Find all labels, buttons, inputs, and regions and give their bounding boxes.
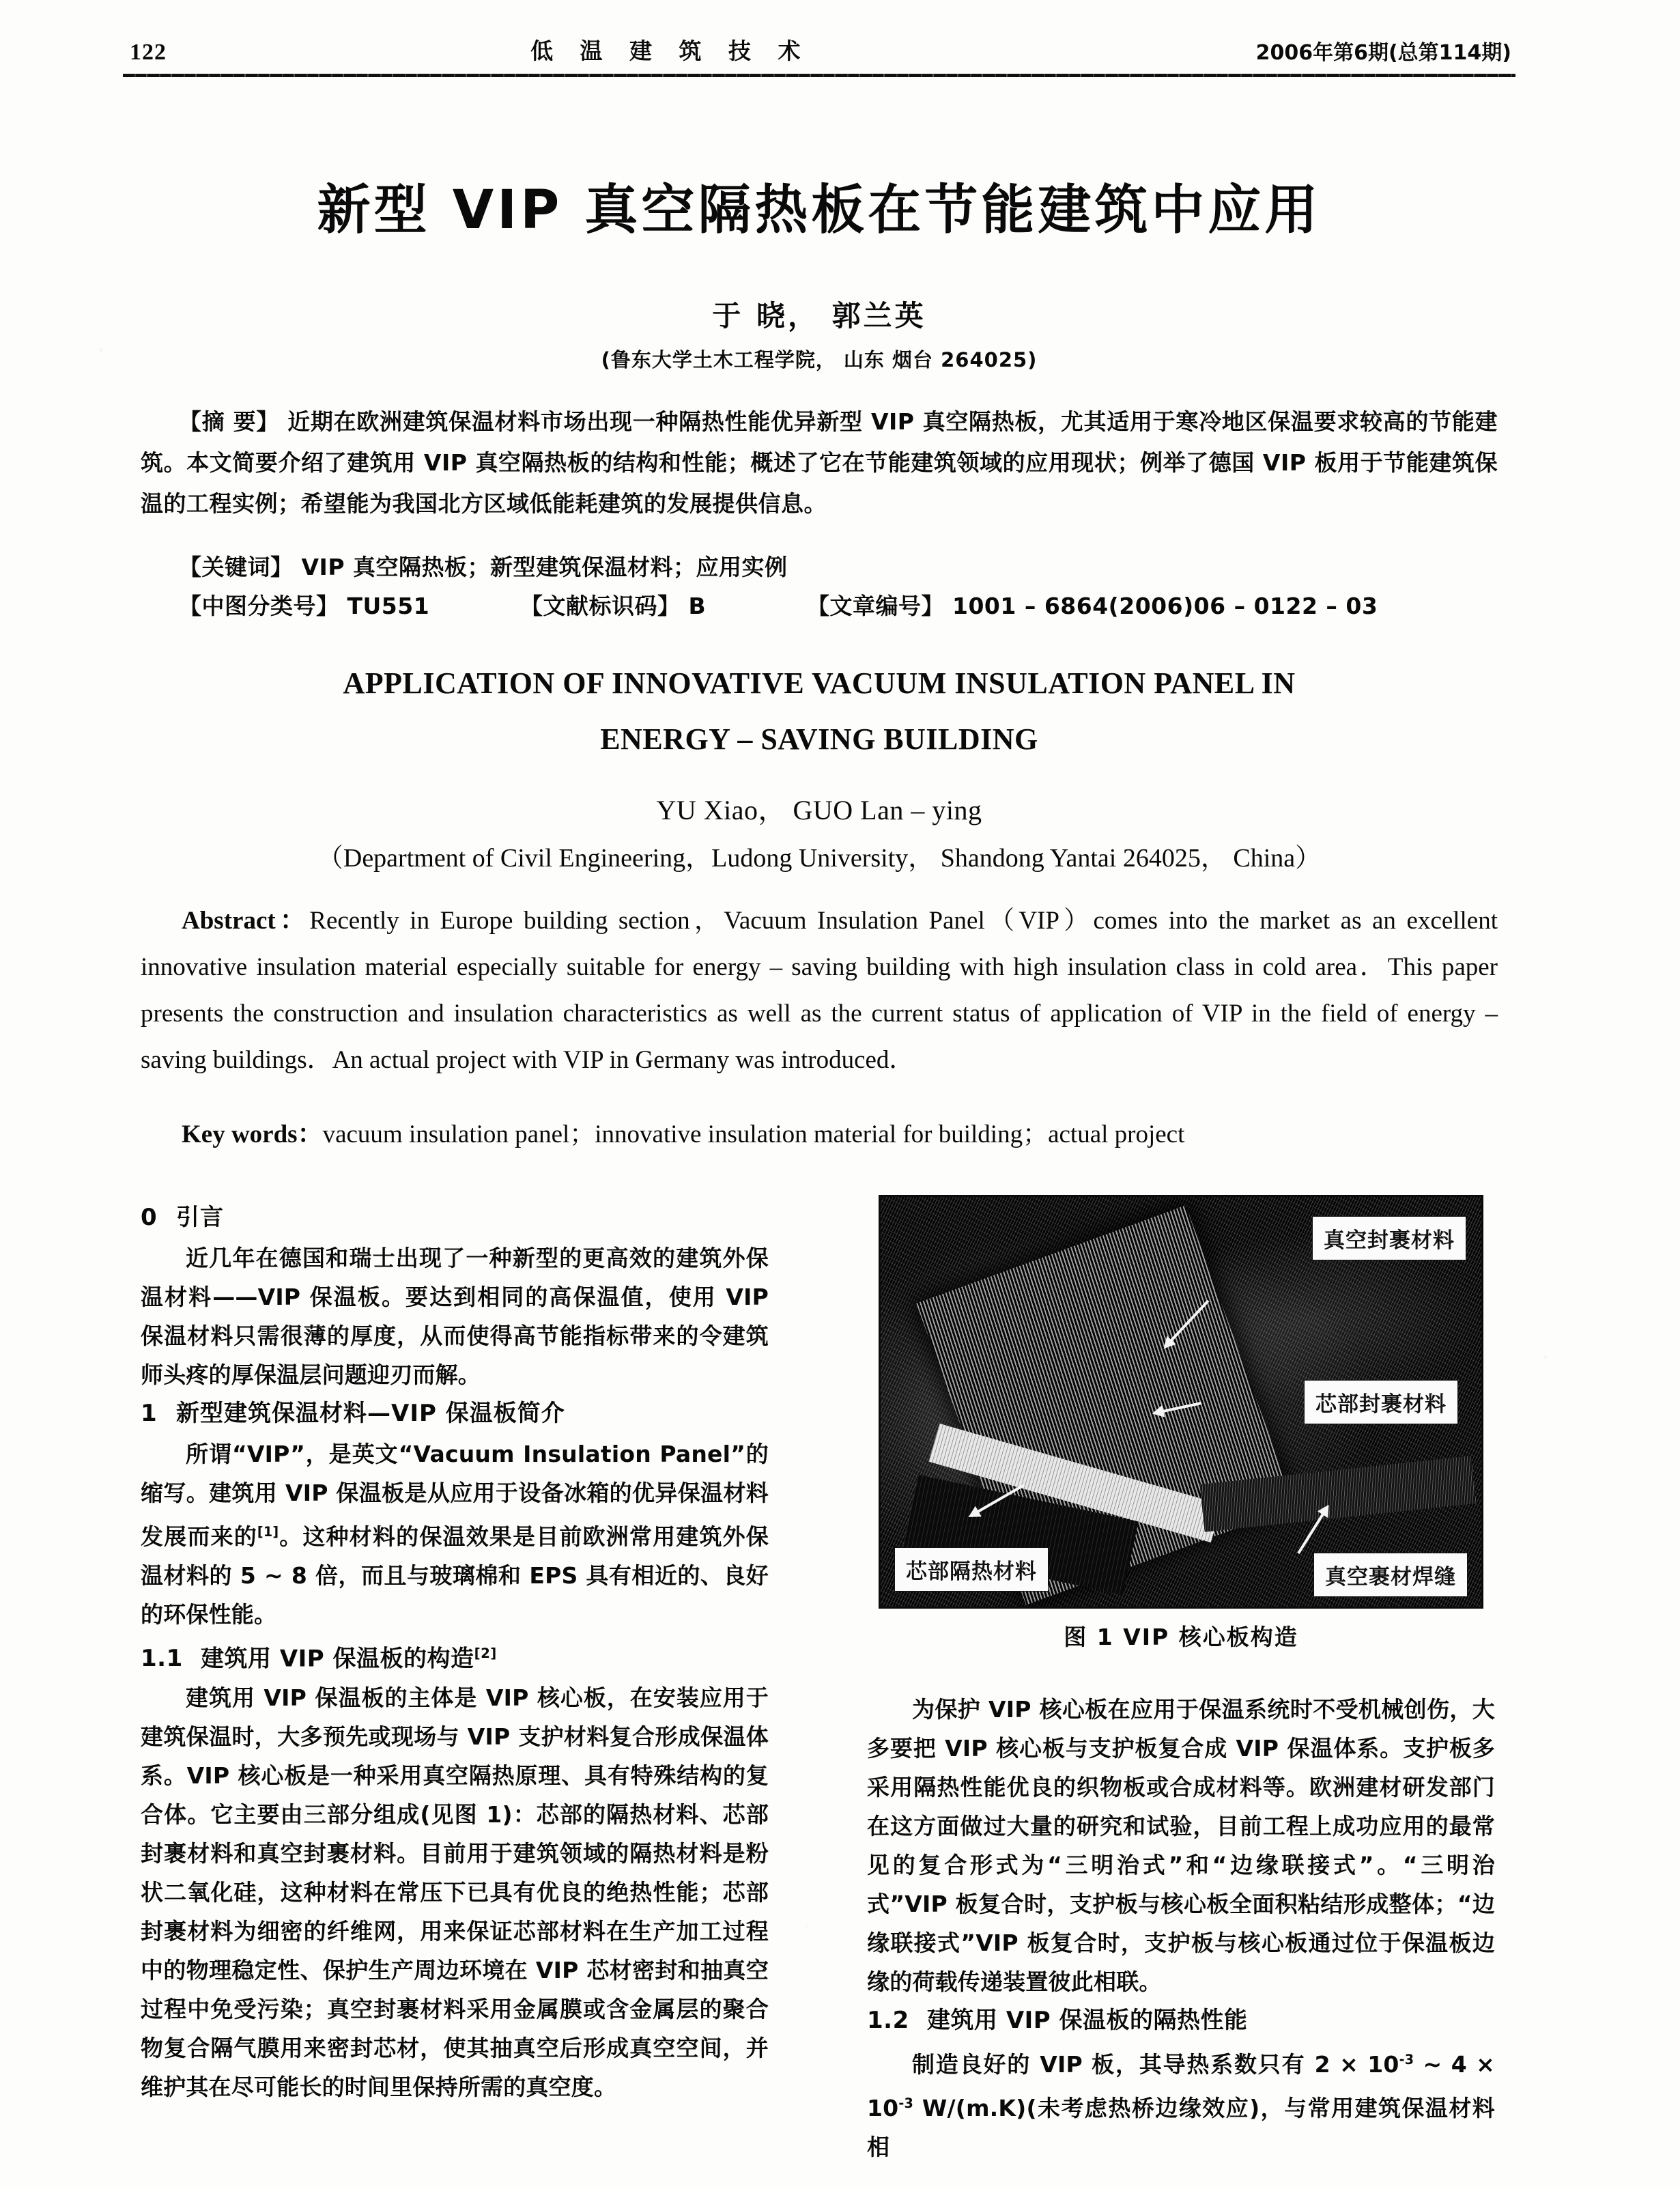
affiliation-cn: (鲁东大学土木工程学院， 山东 烟台 264025): [601, 348, 1038, 371]
journal-title: 低 温 建 筑 技 术: [530, 38, 810, 64]
paragraph-section-1: [141, 1435, 769, 1634]
reference-marker-2: [2]: [474, 1646, 497, 1661]
heading-section-1-1: [141, 1634, 769, 1678]
abstract-text-en: Recently in Europe building section，Vacuum Insulation Panel（VIP）comes into the market as an excellent innovative insulation material especially suitable for energy – saving building with high insulation class in cold area．This paper presents the construction and insulation characteristics as well as the current status of application of VIP in the field of energy – saving buildings．An actual project with VIP in Germany was introduced．: [141, 907, 1498, 1074]
clc-field: [141, 589, 520, 621]
affiliation-en: （Department of Civil Engineering，Ludong University， Shandong Yantai 264025， China）: [317, 844, 1322, 873]
issue-info: 2006年第6期(总第114期): [1255, 41, 1511, 65]
heading-section-1-1-number: 1.1: [141, 1645, 183, 1673]
body-column-left: [141, 1198, 769, 2106]
heading-section-1: [141, 1394, 769, 1433]
doccode-field: [520, 589, 807, 621]
heading-section-1-number: 1: [141, 1400, 158, 1427]
heading-section-0-number: 0: [141, 1204, 158, 1231]
page-number: 122: [130, 40, 167, 65]
paragraph-right-2-a: 制造良好的 VIP 板，其导热系数只有 2 × 10: [912, 2051, 1399, 2078]
paragraph-section-1-1: 建筑用 VIP 保温板的主体是 VIP 核心板，在安装应用于建筑保温时，大多预先或现场与 VIP 支护材料复合形成保温体系。VIP 核心板是一种采用真空隔热原理、具有特殊结构的复合体。它主要由三部分组成(见图 1)：芯部的隔热材料、芯部封裹材料和真空封裹材料。目前用于建筑领域的隔热材料是粉状二氧化硅，这种材料在常压下已具有优良的绝热性能；芯部封裹材料为细密的纤维网，用来保证芯部材料在生产加工过程中的物理稳定性、保护生产周边环境在 VIP 芯材密封和抽真空过程中免受污染；真空封裹材料采用金属膜或含金属层的聚合物复合隔气膜用来密封芯材，使其抽真空后形成真空空间，并维护其在尽可能长的时间里保持所需的真空度。: [141, 1684, 769, 2101]
paragraph-right-2: [867, 2040, 1495, 2166]
abstract-text-cn: 近期在欧洲建筑保温材料市场出现一种隔热性能优异新型 VIP 真空隔热板，尤其适用于寒冷地区保温要求较高的节能建筑。本文简要介绍了建筑用 VIP 真空隔热板的结构和性能；概述了它在节能建筑领域的应用现状；例举了德国 VIP 板用于节能建筑保温的工程实例；希望能为我国北方区域低能耗建筑的发展提供信息。: [141, 408, 1498, 517]
doccode-value: B: [688, 593, 707, 619]
article-title-en-line2: ENERGY – SAVING BUILDING: [600, 722, 1038, 756]
figure-label-weld-seam: 真空裹材焊缝: [1313, 1553, 1468, 1597]
heading-section-1-1-title: 建筑用 VIP 保温板的构造: [201, 1645, 474, 1673]
figure-label-vacuum-envelope: 真空封裹材料: [1312, 1216, 1466, 1260]
keywords-cn: [141, 550, 1498, 582]
figure-1: [867, 1195, 1495, 1652]
heading-section-0-title: 引言: [176, 1204, 224, 1231]
running-head: [123, 27, 1515, 66]
articleid-label: 【文章编号】: [807, 593, 944, 619]
article-title-en: [123, 655, 1515, 767]
heading-section-1-title: 新型建筑保温材料—VIP 保温板简介: [176, 1400, 565, 1427]
keywords-en: [141, 1113, 1539, 1150]
heading-section-1-2: [867, 2001, 1495, 2040]
abstract-en: [141, 898, 1498, 1084]
paragraph-right-2-b: ~ 4 × 10: [867, 2051, 1495, 2121]
heading-section-1-2-number: 1.2: [867, 2007, 909, 2034]
figure-label-core-envelope: 芯部封裹材料: [1304, 1380, 1458, 1424]
figure-label-core-insulation: 芯部隔热材料: [894, 1547, 1049, 1592]
articleid-field: [807, 589, 1498, 621]
doccode-label: 【文献标识码】: [520, 593, 681, 619]
heading-section-0: [141, 1198, 769, 1237]
articleid-value: 1001 – 6864(2006)06 – 0122 – 03: [952, 593, 1378, 619]
exponent-2: -3: [898, 2095, 913, 2111]
abstract-label-cn: 【摘 要】: [179, 408, 279, 435]
heading-section-1-2-title: 建筑用 VIP 保温板的隔热性能: [927, 2007, 1248, 2034]
authors-en: YU Xiao， GUO Lan – ying: [656, 795, 982, 825]
paragraph-section-1-a: 所谓“VIP”，是英文“Vacuum Insulation Panel”的缩写。建筑用 VIP 保温板是从应用于设备冰箱的优异保温材料发展而来的: [141, 1441, 769, 1550]
figure-1-caption: 图 1 VIP 核心板构造: [1064, 1624, 1298, 1650]
paragraph-section-1-b: 。这种材料的保温效果是目前欧洲常用建筑外保温材料的 5 ~ 8 倍，而且与玻璃棉和 EPS 具有相近的、良好的环保性能。: [141, 1523, 769, 1628]
clc-label: 【中图分类号】: [179, 593, 339, 619]
clc-value: TU551: [347, 593, 430, 619]
paragraph-right-1: 为保护 VIP 核心板在应用于保温系统时不受机械创伤，大多要把 VIP 核心板与支护板复合成 VIP 保温体系。支护板多采用隔热性能优良的织物板或合成材料等。欧洲建材研发部门在这方面做过大量的研究和试验，目前工程上成功应用的最常见的复合形式为“三明治式”和“边缘联接式”。“三明治式”VIP 板复合时，支护板与核心板全面积粘结形成整体；“边缘联接式”VIP 板复合时，支护板与核心板通过位于保温板边缘的荷载传递装置彼此相联。: [867, 1696, 1495, 1995]
keywords-text-cn: VIP 真空隔热板；新型建筑保温材料；应用实例: [301, 554, 788, 580]
classification-row: [141, 589, 1498, 621]
paragraph-intro: 近几年在德国和瑞士出现了一种新型的更高效的建筑外保温材料——VIP 保温板。要达到相同的高保温值，使用 VIP 保温材料只需很薄的厚度，从而使得高节能指标带来的令建筑师头疼的厚保温层问题迎刃而解。: [141, 1245, 769, 1388]
header-rule: [123, 74, 1515, 77]
article-title-en-line1: APPLICATION OF INNOVATIVE VACUUM INSULATION PANEL IN: [343, 666, 1296, 700]
keywords-label-cn: 【关键词】: [179, 554, 294, 580]
document-sheet: [123, 0, 1515, 2189]
abstract-label-en: Abstract：: [182, 907, 310, 935]
article-title-cn: 新型 VIP 真空隔热板在节能建筑中应用: [317, 180, 1322, 241]
keywords-label-en: Key words：: [182, 1120, 323, 1148]
paragraph-right-2-c: W/(m.K)(未考虑热桥边缘效应)，与常用建筑保温材料相: [867, 2095, 1495, 2160]
authors-cn: 于 晓， 郭兰英: [712, 299, 926, 333]
body-column-right: [867, 1690, 1495, 2166]
reference-marker-1: [1]: [257, 1524, 279, 1540]
abstract-cn: [141, 401, 1498, 524]
figure-1-photograph: [879, 1195, 1483, 1609]
keywords-text-en: vacuum insulation panel；innovative insulation material for building；actual project: [322, 1120, 1185, 1148]
exponent-1: -3: [1399, 2052, 1414, 2067]
